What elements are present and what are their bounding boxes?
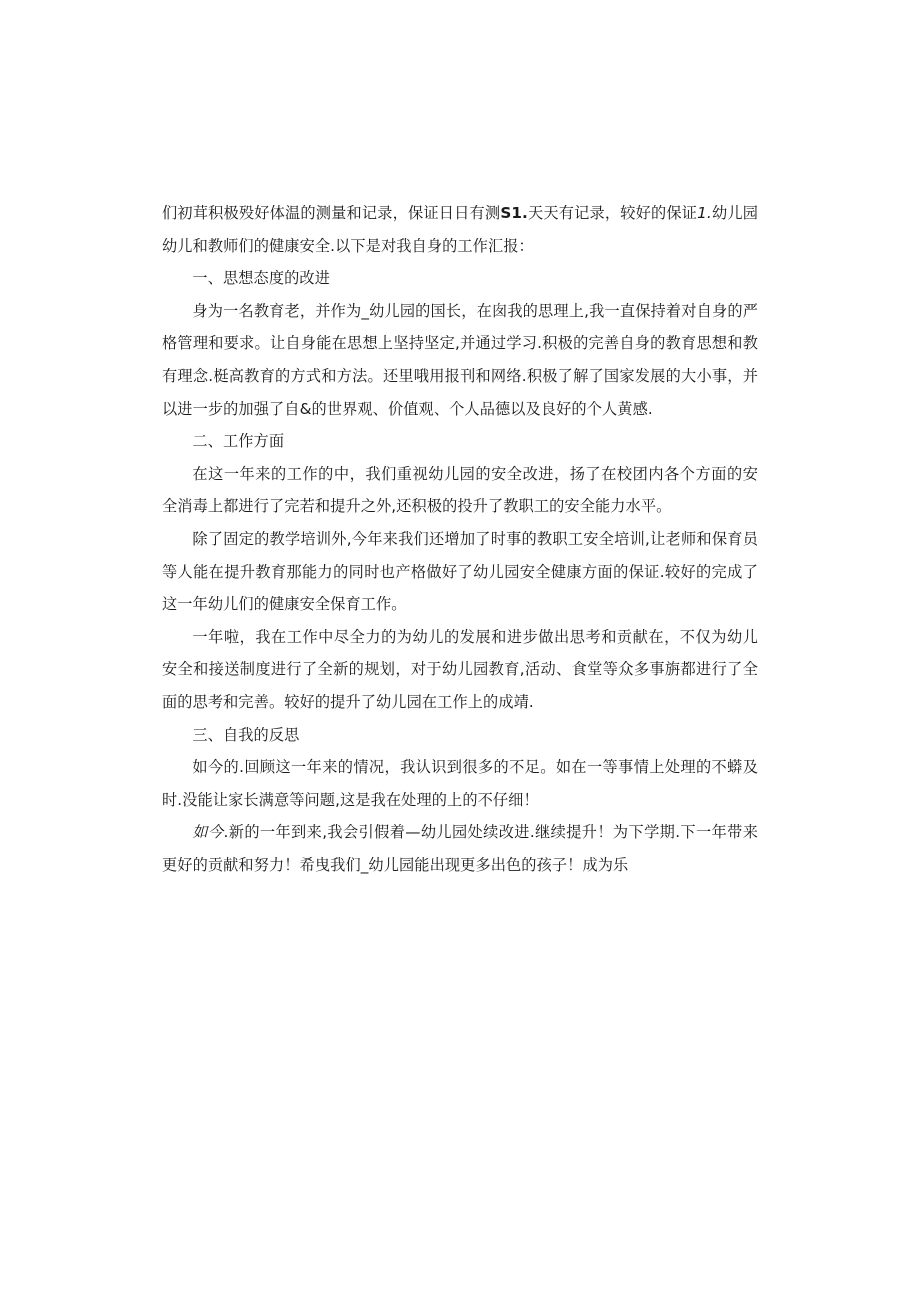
intro-text-5: 幼儿园幼儿和教师们的健康安全.以下是对我自身的工作汇报： <box>162 204 758 255</box>
section-2-paragraph-2: 除了固定的教学培训外,今年来我们还增加了时事的教职工安全培训,让老师和保育员等人能在提升教育那能力的同时也产格做好了幼儿园安全健康方面的保证.较好的完成了这一年幼儿们的健康安全保育工作。 <box>162 529 758 614</box>
section-1-paragraph: 身为一名教育老，并作为_幼儿园的国长，在囱我的思理上,我一直保持着对自身的严格管理和要求。让自身能在思想上坚持坚定,并通过学习.积极的完善自身的教育思想和教有理念.梃高教育的方式和方法。还里哦用报刊和网络.积极了解了国家发展的大小事，并以进一步的加强了自&的世界观、价值观、个人品德以及良好的个人黄感. <box>162 301 758 418</box>
section-2-heading: 二、工作方面 <box>192 432 285 451</box>
section-2-paragraph-1: 在这一年来的工作的中，我们重视幼儿园的安全改进，扬了在校团内各个方面的安全消毒上都进行了完若和提升之外,还积极的投升了教职工的安全能力水平。 <box>162 464 758 516</box>
intro-text-2: S1. <box>500 204 528 222</box>
section-3-paragraph: 如今的.回顾这一年来的情况，我认识到很多的不足。如在一等事情上处理的不蟒及时.没能让家长满意等问题,这是我在处理的上的不仔细！ <box>162 758 758 809</box>
section-1-heading: 一、思想态度的改进 <box>192 269 330 288</box>
intro-text-3: 天天有记录，较好的保证 <box>527 204 698 222</box>
intro-text-1: 们初茸积极殁好体温的测量和记录，保证日日有测 <box>162 204 501 222</box>
closing-rest: .新的一年到来,我会引假着—幼儿园处续改进.继续提升！为下学期.下一年带来更好的贡献和努力！希曳我们_幼儿园能出现更多出色的孩子！成为乐 <box>162 823 759 874</box>
closing-lead: 如今 <box>192 823 224 842</box>
intro-paragraph <box>162 197 758 262</box>
closing-paragraph <box>162 816 758 881</box>
section-2-paragraph-3: 一年啦，我在工作中尽全力的为幼儿的发展和进步做出思考和贡献在，不仅为幼儿安全和接送制度进行了全新的规划，对于幼儿园教育,活动、食堂等众多事旃都进行了全面的思考和完善。较好的提升了幼儿园在工作上的成靖. <box>162 627 758 711</box>
section-3-heading: 三、自我的反思 <box>192 725 300 744</box>
intro-text-4: 1. <box>697 204 712 222</box>
document-body <box>162 197 758 881</box>
